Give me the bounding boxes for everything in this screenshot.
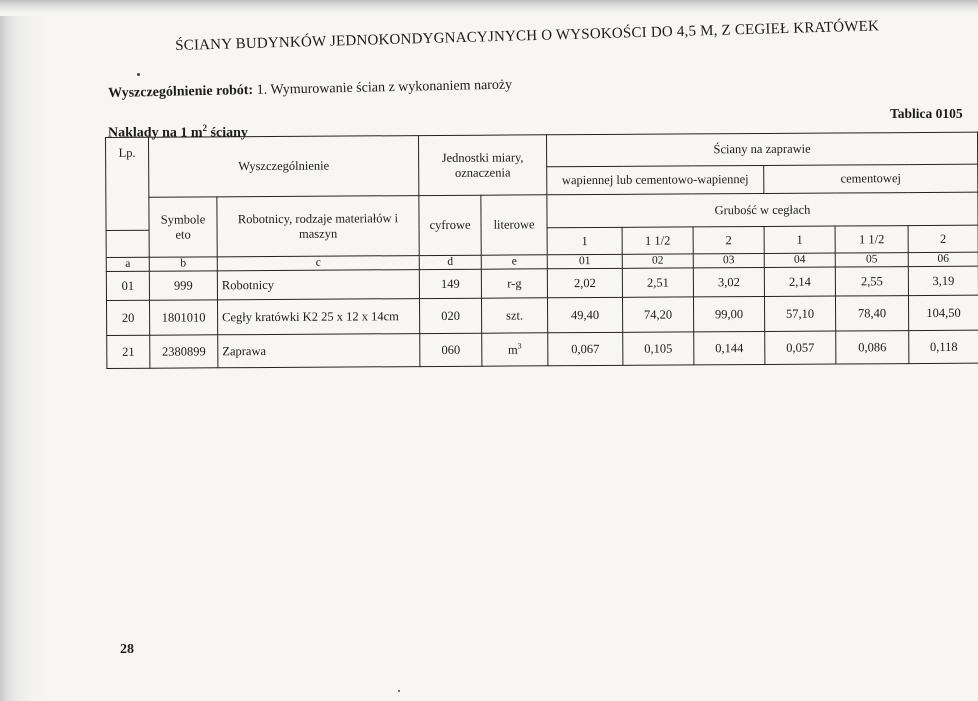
- thickness-header: 2: [908, 225, 978, 252]
- index-cell: 04: [764, 253, 835, 268]
- row-lp: 20: [107, 300, 150, 335]
- row-value: 57,10: [764, 296, 835, 331]
- index-cell: b: [149, 257, 217, 272]
- row-value: 0,067: [548, 333, 623, 366]
- row-cyfrowe: 060: [420, 333, 482, 366]
- row-literowe: r-g: [481, 269, 547, 298]
- wyszczegolnienie-header: Wyszczególnienie: [149, 136, 419, 198]
- table-caption-sup: 2: [202, 123, 208, 133]
- table-id: Tablica 0105: [890, 106, 963, 121]
- row-value: 78,40: [835, 296, 908, 331]
- index-cell: 05: [835, 253, 908, 268]
- index-cell: 06: [908, 252, 978, 267]
- index-cell: c: [217, 256, 419, 271]
- row-value: 2,02: [547, 269, 622, 298]
- scan-edge-top: [0, 0, 978, 16]
- row-value: 3,02: [693, 268, 764, 297]
- row-value: 74,20: [622, 297, 693, 332]
- cyfrowe-header: cyfrowe: [419, 195, 481, 255]
- thickness-header: 2: [693, 226, 764, 253]
- row-value: 2,55: [835, 267, 908, 296]
- row-value: 0,118: [909, 330, 978, 363]
- scan-speck: [398, 690, 400, 692]
- index-cell: 02: [622, 254, 693, 269]
- row-cyfrowe: 149: [419, 269, 481, 298]
- row-symbol: 1801010: [149, 300, 217, 335]
- row-value: 0,086: [836, 331, 909, 364]
- row-lp: 21: [107, 335, 150, 368]
- row-cyfrowe: 020: [419, 298, 481, 333]
- page-number: 28: [120, 642, 134, 657]
- row-name: Zaprawa: [218, 334, 420, 368]
- row-literowe-base: m: [507, 343, 518, 358]
- index-cell: d: [419, 255, 481, 270]
- index-cell: 03: [693, 253, 764, 268]
- row-symbol: 2380899: [150, 335, 218, 368]
- row-literowe-sup: 3: [517, 341, 522, 351]
- cementowej-header: cementowej: [764, 164, 978, 193]
- work-description-label: Wyszczególnienie robót:: [108, 82, 254, 101]
- row-value: 0,057: [765, 331, 836, 364]
- index-cell: e: [481, 255, 547, 270]
- scan-edge-left: [0, 0, 48, 701]
- row-lp: 01: [106, 271, 149, 300]
- row-value: 0,105: [623, 332, 694, 365]
- table-row: [107, 295, 978, 335]
- norms-table: [105, 132, 978, 370]
- row-literowe: [482, 333, 548, 366]
- symbole-header: Symbole eto: [149, 197, 217, 257]
- work-description-text: 1. Wymurowanie ścian z wykonaniem naroży: [252, 77, 513, 98]
- row-symbol: 999: [149, 271, 217, 300]
- row-name: Robotnicy: [217, 270, 419, 300]
- table-caption-prefix: Naklady na 1 m: [108, 125, 203, 141]
- robotnicy-rodzaje-header: Robotnicy, rodzaje materiałów i maszyn: [217, 196, 419, 257]
- thickness-header: 1: [547, 227, 622, 254]
- wapiennej-header: wapiennej lub cementowo-wapiennej: [547, 165, 764, 194]
- row-value: 2,51: [622, 268, 693, 297]
- index-cell: a: [106, 257, 149, 271]
- row-value: 49,40: [547, 298, 622, 333]
- table-row: [107, 330, 978, 368]
- work-description: [108, 78, 512, 102]
- thickness-header: 1: [764, 226, 835, 253]
- scan-speck: [137, 73, 140, 76]
- jednostki-header: Jednostki miary, oznaczenia: [418, 135, 546, 196]
- row-name: Cegły kratówki K2 25 x 12 x 14cm: [217, 299, 419, 335]
- lp-header: Lp.: [106, 137, 150, 230]
- lp-header-spacer: [106, 230, 149, 257]
- thickness-header: 1 1/2: [835, 226, 908, 253]
- row-value: 99,00: [693, 297, 764, 332]
- norms-table-wrapper: [105, 132, 978, 370]
- row-value: 0,144: [694, 332, 765, 365]
- page-title: ŚCIANY BUDYNKÓW JEDNOKONDYGNACYJNYCH O WYSOKOŚCI DO 4,5 M, Z CEGIEŁ KRATÓWEK: [175, 18, 880, 54]
- thickness-header: 1 1/2: [622, 227, 693, 254]
- row-literowe: szt.: [481, 298, 547, 333]
- grubosc-header: Grubość w cegłach: [547, 192, 978, 228]
- literowe-header: literowe: [481, 195, 547, 255]
- table-caption-suffix: ściany: [207, 125, 248, 141]
- row-value: 2,14: [764, 267, 835, 296]
- row-value: 104,50: [908, 295, 978, 330]
- row-value: 3,19: [908, 266, 978, 295]
- sciany-na-zaprawie-header: Ściany na zaprawie: [546, 132, 977, 167]
- index-cell: 01: [547, 254, 622, 269]
